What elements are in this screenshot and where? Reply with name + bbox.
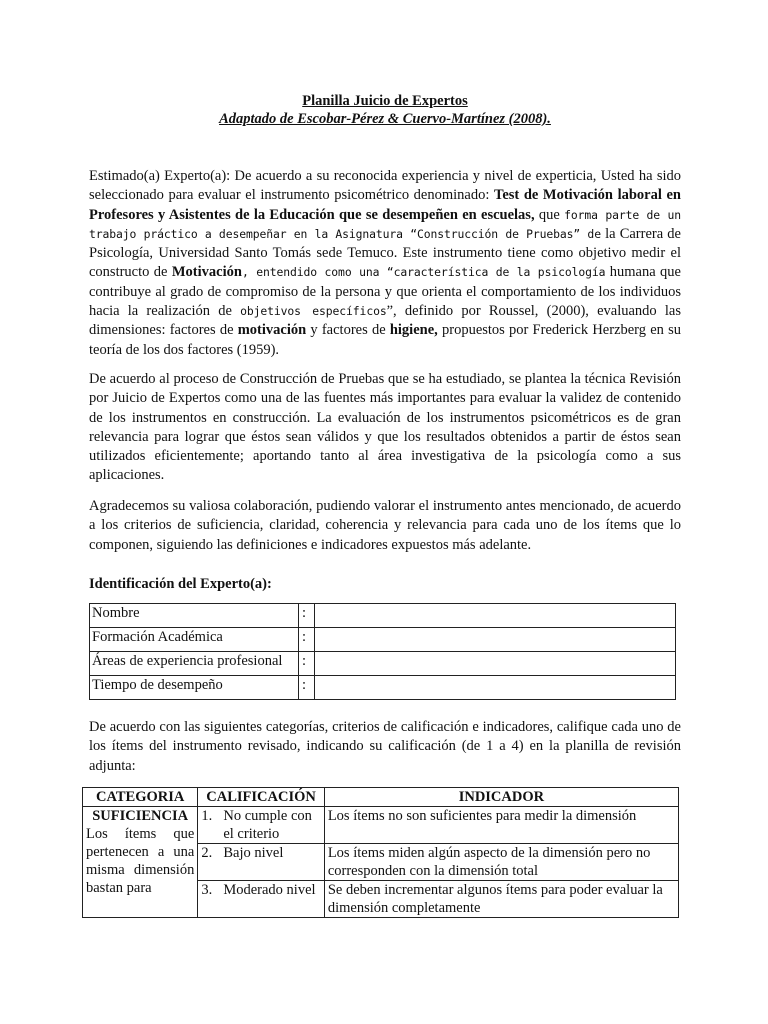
field-separator: : (299, 676, 315, 700)
work-time-field[interactable] (315, 676, 676, 700)
table-row (90, 652, 676, 676)
rating-label: No cumple con el criterio (223, 808, 312, 842)
intro-paragraph (89, 167, 681, 360)
document-subtitle: Adaptado de Escobar-Pérez & Cuervo-Martínez (2008). (219, 111, 551, 127)
intro-text: Estimado(a) Experto(a): De acuerdo a su reconocida experiencia y nivel de experticia, Usted ha sido seleccionado para evaluar el instrumento psicométrico denominado: (89, 168, 681, 204)
rating-cell (198, 844, 324, 881)
intro-text-mono: , entendido como una “característica de la psicología (241, 265, 606, 280)
field-separator: : (299, 604, 315, 628)
field-label: Formación Académica (90, 628, 299, 652)
intro-text: la Carrera de Psicología, Universidad Santo Tomás sede Temuco. Este instrumento tiene como objetivo medir el constructo de (89, 225, 681, 281)
intro-text: ”, definido por Roussel, (2000), evaluando las dimensiones: factores de (89, 303, 681, 339)
table-header-row (83, 788, 679, 807)
test-name: Test de Motivación laboral en Profesores y Asistentes de la Educación que se desempeñen en escuelas, (89, 187, 681, 223)
indicator-cell: Se deben incrementar algunos ítems para poder evaluar la dimensión completamente (324, 881, 678, 918)
experience-areas-field[interactable] (315, 652, 676, 676)
expert-id-heading: Identificación del Experto(a): (89, 576, 272, 592)
intro-text-mono: objetivos específicos (240, 304, 387, 319)
rating-cell (198, 807, 324, 844)
expert-id-table (89, 603, 676, 700)
intro-text: propuestos por Frederick Herzberg en su teoría de los dos factores (1959). (89, 322, 681, 358)
column-header: CALIFICACIÓN (198, 788, 324, 807)
intro-text: y factores de (306, 322, 390, 339)
rating-number: 2. (201, 845, 213, 861)
dimension-higiene: higiene, (389, 322, 438, 339)
rating-number: 1. (201, 808, 213, 824)
rating-label: Bajo nivel (223, 845, 284, 861)
field-separator: : (299, 652, 315, 676)
instructions-paragraph: De acuerdo con las siguientes categorías, criterios de calificación e indicadores, califique cada uno de los ítems del instrumento revisado, indicando su calificación (de 1 a 4) en la planilla de revisión adjunta: (89, 719, 681, 774)
criteria-table (82, 787, 679, 918)
table-row (83, 807, 679, 844)
field-label: Nombre (90, 604, 299, 628)
category-cell (83, 807, 198, 918)
name-field[interactable] (315, 604, 676, 628)
table-row (90, 604, 676, 628)
field-label: Tiempo de desempeño (90, 676, 299, 700)
rating-label: Moderado nivel (223, 882, 316, 898)
rating-cell (198, 881, 324, 918)
intro-text: que (534, 206, 565, 223)
dimension-motivacion: motivación (237, 322, 307, 339)
rating-number: 3. (201, 882, 213, 898)
process-paragraph: De acuerdo al proceso de Construcción de Pruebas que se ha estudiado, se plantea la técnica Revisión por Juicio de Expertos como una de las fuentes más importantes para evaluar la validez de contenido de los instrumentos en construcción. La evaluación de los instrumentos psicométricos es de gran relevancia para lograr que éstos sean válidos y que los resultados obtenidos a partir de éstos sean utilizados eficientemente; aportando tanto al área investigativa de la psicología como a sus aplicaciones. (89, 371, 681, 484)
column-header: CATEGORIA (83, 788, 198, 807)
intro-text-mono: forma parte de un trabajo práctico a desempeñar en la Asignatura “Construcción de Pruebas” de (89, 207, 681, 241)
thanks-paragraph: Agradecemos su valiosa colaboración, pudiendo valorar el instrumento antes mencionado, de acuerdo a los criterios de suficiencia, claridad, coherencia y relevancia para cada uno de los ítems que lo componen, siguiendo las definiciones e indicadores expuestos más adelante. (89, 498, 681, 553)
intro-text: humana que contribuye al grado de compromiso de la persona y que orienta el comportamiento de los individuos hacia la realización de (89, 264, 681, 320)
field-label: Áreas de experiencia profesional (90, 652, 299, 676)
indicator-cell: Los ítems no son suficientes para medir la dimensión (324, 807, 678, 844)
academic-training-field[interactable] (315, 628, 676, 652)
category-description: Los ítems que pertenecen a una misma dimensión bastan para (86, 826, 195, 896)
table-row (90, 676, 676, 700)
field-separator: : (299, 628, 315, 652)
indicator-cell: Los ítems miden algún aspecto de la dimensión pero no corresponden con la dimensión total (324, 844, 678, 881)
construct-name: Motivación (171, 264, 242, 281)
table-row (90, 628, 676, 652)
column-header: INDICADOR (324, 788, 678, 807)
category-title: SUFICIENCIA (92, 808, 189, 824)
document-title: Planilla Juicio de Expertos (302, 93, 468, 109)
